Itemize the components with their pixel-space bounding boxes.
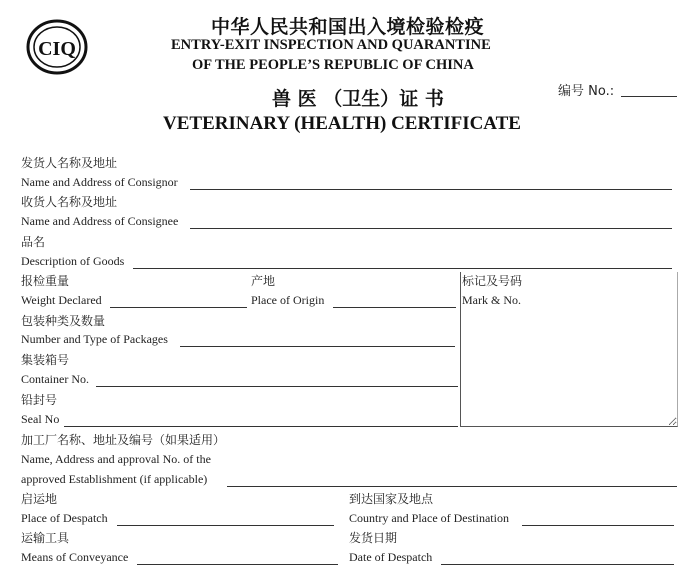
factory-label-cn: 加工厂名称、地址及编号（如果适用） [21,433,226,447]
factory-label-en-line1: Name, Address and approval No. of the [21,452,211,466]
despatch-date-label-en: Date of Despatch [349,550,433,564]
container-label-en: Container No. [21,372,89,386]
despatch-place-input[interactable] [117,511,334,526]
packages-label-en: Number and Type of Packages [21,332,168,346]
conveyance-label-en: Means of Conveyance [21,550,129,564]
destination-input[interactable] [522,511,674,526]
despatch-place-label-cn: 启运地 [21,492,58,506]
consignor-label-cn: 发货人名称及地址 [21,156,118,170]
origin-label-en: Place of Origin [251,293,325,307]
certificate-number-input[interactable] [621,82,677,97]
despatch-date-label-cn: 发货日期 [349,531,398,545]
certificate-title-en: VETERINARY (HEALTH) CERTIFICATE [163,113,521,134]
certificate-number-label: 编号 No.: [558,84,615,99]
consignor-input[interactable] [190,175,672,190]
weight-label-en: Weight Declared [21,293,102,307]
destination-label-cn: 到达国家及地点 [349,492,434,506]
seal-label-en: Seal No [21,412,60,426]
goods-label-cn: 品名 [21,235,46,249]
title-en-line2: OF THE PEOPLE’S REPUBLIC OF CHINA [192,57,474,73]
goods-input[interactable] [133,254,672,269]
seal-input[interactable] [64,412,458,427]
weight-input[interactable] [110,293,247,308]
consignor-label-en: Name and Address of Consignor [21,175,178,189]
title-en-line1: ENTRY-EXIT INSPECTION AND QUARANTINE [171,37,491,53]
container-label-cn: 集装箱号 [21,353,70,367]
origin-label-cn: 产地 [251,274,276,288]
mark-textarea[interactable] [460,272,678,427]
seal-label-cn: 铅封号 [21,393,58,407]
despatch-date-input[interactable] [441,550,674,565]
factory-label-en-line2: approved Establishment (if applicable) [21,472,208,486]
container-input[interactable] [96,372,458,387]
factory-input[interactable] [227,472,677,487]
conveyance-label-cn: 运输工具 [21,531,70,545]
consignee-input[interactable] [190,214,672,229]
title-cn: 中华人民共和国出入境检验检疫 [211,16,485,38]
certificate-title-cn: 兽 医 （卫生）证 书 [272,88,444,110]
consignee-label-en: Name and Address of Consignee [21,214,179,228]
logo-text: CIQ [38,38,76,60]
packages-input[interactable] [180,332,455,347]
consignee-label-cn: 收货人名称及地址 [21,195,118,209]
conveyance-input[interactable] [137,550,338,565]
mark-label-en: Mark & No. [462,293,521,307]
despatch-place-label-en: Place of Despatch [21,511,108,525]
weight-label-cn: 报检重量 [21,274,70,288]
destination-label-en: Country and Place of Destination [349,511,509,525]
packages-label-cn: 包装种类及数量 [21,314,106,328]
ciq-logo [26,18,88,76]
origin-input[interactable] [333,293,456,308]
goods-label-en: Description of Goods [21,254,125,268]
mark-label-cn: 标记及号码 [462,274,523,288]
